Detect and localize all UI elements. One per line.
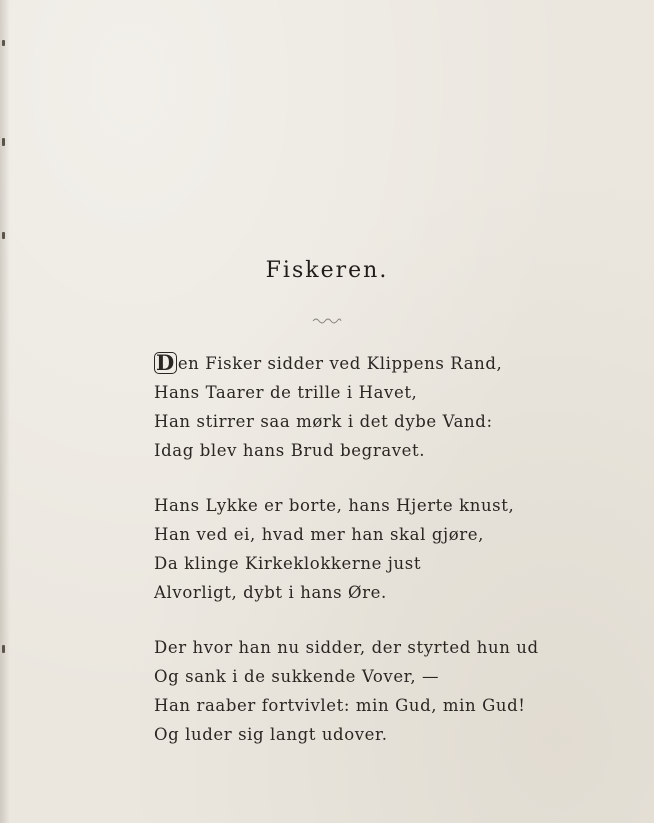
gutter-mark <box>2 645 5 653</box>
ornament-divider <box>312 316 342 324</box>
stanza <box>154 633 574 749</box>
poem-line <box>154 349 574 378</box>
gutter-mark <box>2 138 5 146</box>
drop-initial: D <box>156 350 175 375</box>
poem-line: Der hvor han nu sidder, der styrted hun ud <box>154 638 539 657</box>
poem-line-text: en Fisker sidder ved Klippens Rand, <box>177 354 503 373</box>
stanza <box>154 491 574 607</box>
page-gutter <box>0 0 10 823</box>
poem-line: Da klinge Kirkeklokkerne just <box>154 554 422 573</box>
poem-line: Hans Taarer de trille i Havet, <box>154 383 418 402</box>
poem-line: Han ved ei, hvad mer han skal gjøre, <box>154 525 484 544</box>
poem-line: Hans Lykke er borte, hans Hjerte knust, <box>154 496 515 515</box>
poem-line: Idag blev hans Brud begravet. <box>154 441 426 460</box>
poem-line: Og sank i de sukkende Vover, — <box>154 667 440 686</box>
poem-line: Og luder sig langt udover. <box>154 725 388 744</box>
poem-line: Alvorligt, dybt i hans Øre. <box>154 583 387 602</box>
poem-title: Fiskeren. <box>265 258 389 283</box>
gutter-mark <box>2 40 5 46</box>
poem-line: Han stirrer saa mørk i det dybe Vand: <box>154 412 493 431</box>
gutter-mark <box>2 232 5 239</box>
poem-body <box>154 349 574 775</box>
stanza <box>154 349 574 465</box>
poem-line: Han raaber fortvivlet: min Gud, min Gud! <box>154 696 526 715</box>
